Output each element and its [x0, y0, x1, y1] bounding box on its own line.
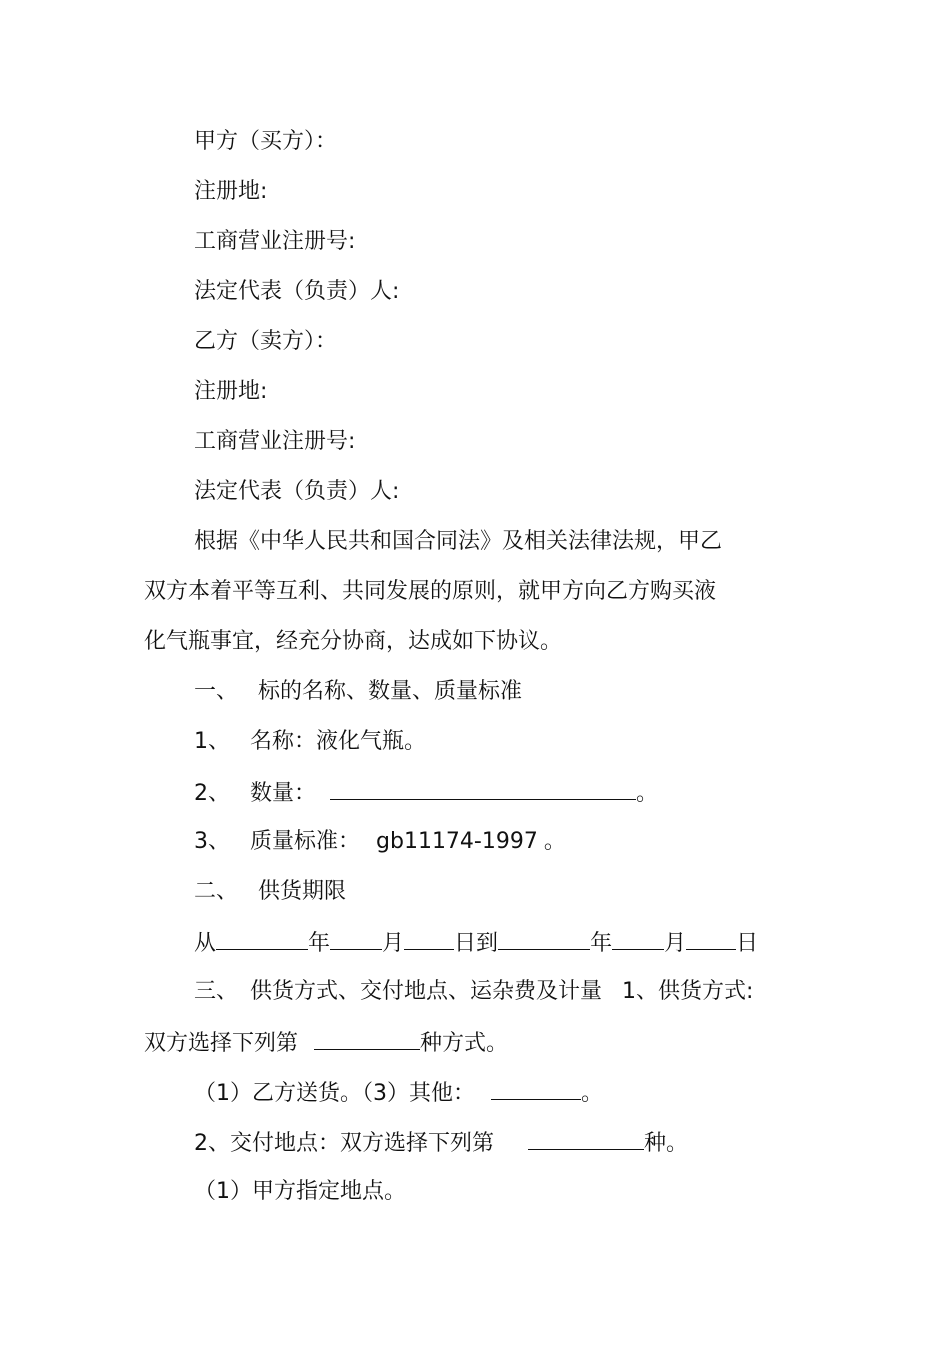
option-3: （3）其他： — [362, 1081, 475, 1106]
party-b-address: 注册地: — [194, 379, 268, 404]
item-3 — [194, 827, 566, 857]
supply-options — [194, 1077, 603, 1109]
delivery-location-choice — [194, 1127, 688, 1159]
item-2-label: 数量： — [250, 781, 317, 806]
month-text: 月 — [382, 931, 405, 956]
item-3-end: 。 — [543, 829, 566, 854]
party-b-title: 乙方（卖方）： — [194, 329, 338, 354]
preamble-line-3: 化气瓶事宜，经充分协商，达成如下协议。 — [144, 629, 563, 654]
location-option-1: （1）甲方指定地点。 — [194, 1179, 406, 1204]
item-2 — [194, 777, 658, 809]
preamble-line-2: 双方本着平等互利、共同发展的原则，就甲方向乙方购买液 — [144, 579, 717, 604]
party-b-reg-no: 工商营业注册号: — [194, 429, 356, 454]
delivery-location-blank — [528, 1127, 644, 1150]
section-1-heading — [194, 677, 522, 707]
item-2-num: 2、 — [194, 781, 230, 806]
option-3-end: 。 — [581, 1081, 604, 1106]
item-1-text: 名称：液化气瓶。 — [250, 729, 427, 754]
choose-end: 种方式。 — [420, 1031, 509, 1056]
month-2-text: 月 — [664, 931, 687, 956]
supply-period-line — [194, 927, 758, 959]
party-a-address: 注册地: — [194, 179, 268, 204]
quantity-blank — [330, 777, 636, 800]
option-1: （1）乙方送货。 — [194, 1081, 362, 1106]
section-2-heading — [194, 877, 346, 907]
from-text: 从 — [194, 931, 217, 956]
day-2-text: 日 — [736, 931, 759, 956]
item-1-num: 1、 — [194, 729, 230, 754]
end-year-blank — [498, 927, 590, 950]
section-1-title: 标的名称、数量、质量标准 — [258, 679, 523, 704]
delivery-location-end: 种。 — [644, 1131, 689, 1156]
start-day-blank — [404, 927, 454, 950]
item-3-label: 质量标准： — [250, 829, 361, 854]
party-a-reg-no: 工商营业注册号: — [194, 229, 356, 254]
supply-method-blank — [314, 1027, 420, 1050]
delivery-location-text: 2、交付地点：双方选择下列第 — [194, 1131, 494, 1156]
party-a-title: 甲方（买方）： — [194, 129, 338, 154]
choose-text: 双方选择下列第 — [144, 1031, 299, 1056]
end-month-blank — [612, 927, 664, 950]
item-3-value: gb11174-1997 — [376, 829, 538, 854]
year-text: 年 — [308, 931, 331, 956]
item-1 — [194, 727, 426, 757]
party-a-rep: 法定代表（负责）人: — [194, 279, 400, 304]
party-b-rep: 法定代表（负责）人: — [194, 479, 400, 504]
section-1-num: 一、 — [194, 679, 239, 704]
start-year-blank — [216, 927, 308, 950]
other-blank — [491, 1077, 581, 1100]
end-day-blank — [686, 927, 736, 950]
section-3-sub1: 1、供货方式: — [622, 979, 754, 1004]
supply-method-choice — [144, 1027, 508, 1059]
section-3-heading — [194, 977, 753, 1007]
section-2-num: 二、 — [194, 879, 239, 904]
day-to-text: 日到 — [454, 931, 499, 956]
section-3-num: 三、 — [194, 979, 239, 1004]
item-2-end: 。 — [636, 781, 659, 806]
item-3-num: 3、 — [194, 829, 230, 854]
section-2-title: 供货期限 — [258, 879, 347, 904]
year-2-text: 年 — [590, 931, 613, 956]
section-3-title: 供货方式、交付地点、运杂费及计量 — [250, 979, 603, 1004]
start-month-blank — [330, 927, 382, 950]
preamble-line-1: 根据《中华人民共和国合同法》及相关法律法规，甲乙 — [194, 529, 723, 554]
